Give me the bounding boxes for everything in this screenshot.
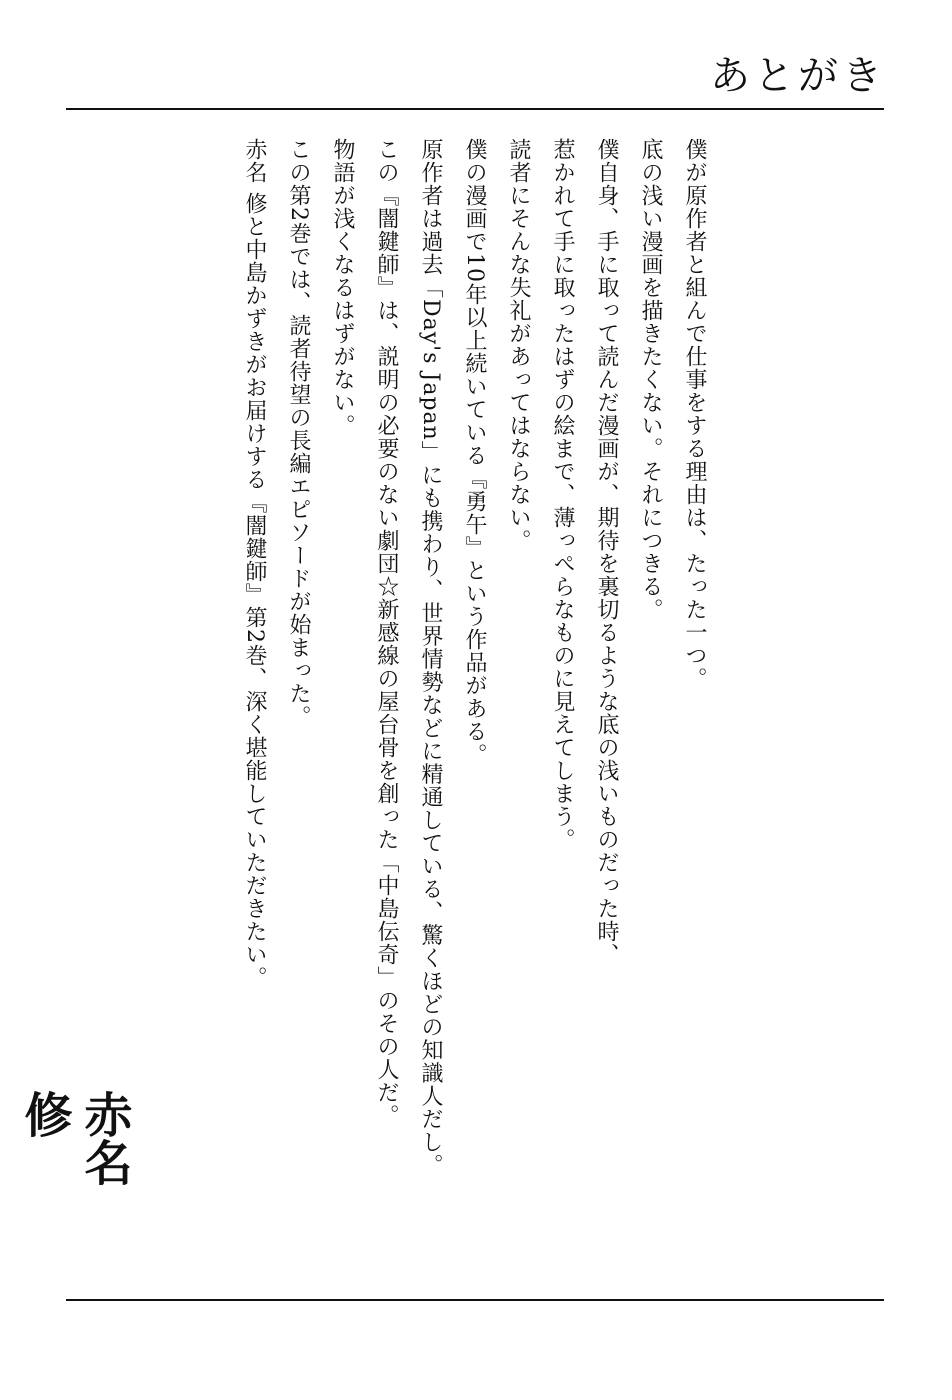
body-line: 赤名 修と中島かずきがお届けする『闇鍵師』第2巻、深く堪能していただきたい。	[242, 138, 267, 989]
author-family-name: 赤名	[76, 1090, 132, 1186]
body-line: 僕が原作者と組んで仕事をする理由は、たった一つ。	[682, 138, 707, 690]
body-line: この第2巻では、読者待望の長編エピソードが始まった。	[286, 138, 311, 728]
header-divider	[66, 108, 884, 110]
body-line: 原作者は過去「Day's Japan」にも携わり、世界情勢などに精通している、驚くほどの知識人だし。	[418, 138, 443, 1177]
afterword-body	[232, 138, 716, 1177]
page-title: あとがき	[710, 53, 886, 99]
body-line: この『闇鍵師』は、説明の必要のない劇団☆新感線の屋台骨を創った「中島伝奇」のその人だ。	[374, 138, 399, 1127]
body-line: 底の浅い漫画を描きたくない。それにつきる。	[638, 138, 663, 621]
footer-divider	[66, 1299, 884, 1301]
body-line: 読者にそんな失礼があってはならない。	[506, 138, 531, 552]
author-given-name: 修	[16, 1090, 72, 1138]
body-line: 物語が浅くなるはずがない。	[330, 138, 355, 437]
body-line: 惹かれて手に取ったはずの絵まで、薄っぺらなものに見えてしまう。	[550, 138, 575, 851]
body-line: 僕の漫画で10年以上続いている『勇午』という作品がある。	[462, 138, 487, 766]
body-line: 僕自身、手に取って読んだ漫画が、期待を裏切るような底の浅いものだった時、	[594, 138, 619, 966]
author-signature	[16, 1090, 134, 1208]
